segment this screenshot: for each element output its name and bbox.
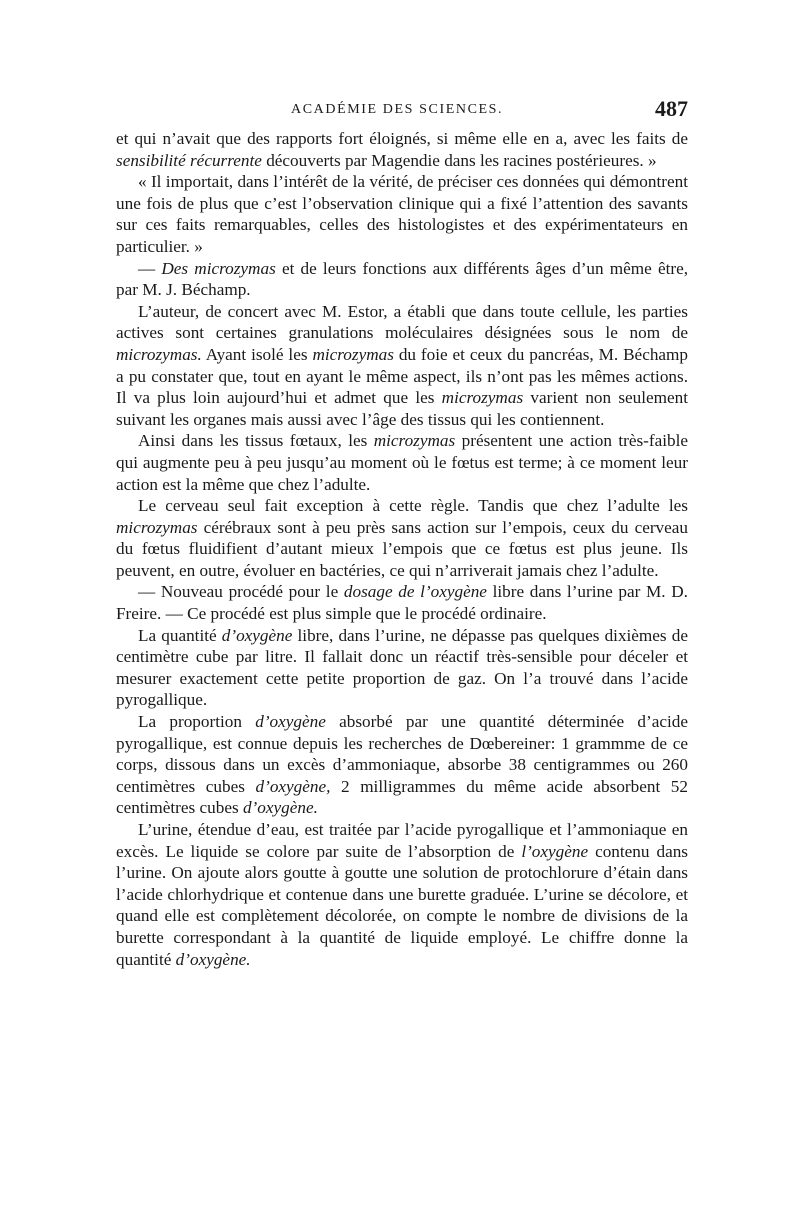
italic-text-run: microzymas bbox=[116, 517, 198, 537]
text-run: 2 milligrammes du même acide absorbent 52 centimètres cubes bbox=[116, 776, 688, 818]
text-run: du foie et ceux du pancréas, M. Béchamp a pu constater que, tout en ayant le même aspect, ils n’ont pas les mêmes actions. Il va plus loin aujourd’hui et admet que les bbox=[116, 344, 689, 408]
text-run: contenu dans l’urine. On ajoute alors goutte à goutte une solution de protochlorure d’étain dans l’acide chlorhydrique et contenue dans une burette graduée. L’urine se décolore, et quand elle est complètement décolorée, on compte le nombre de divisions de la burette correspondant à la quantité de liquide employé. Le chiffre donne la quantité bbox=[116, 841, 688, 969]
italic-text-run: l’oxygène bbox=[521, 841, 589, 861]
italic-text-run: Des microzymas bbox=[161, 258, 276, 278]
page-number: 487 bbox=[655, 96, 688, 121]
italic-text-run: d’oxygène bbox=[255, 712, 326, 732]
text-run: libre dans l’urine par M. D. Freire. — Ce procédé est plus simple que le procédé ordinaire. bbox=[116, 582, 688, 624]
paragraph bbox=[116, 625, 688, 711]
italic-text-run: microzymas bbox=[441, 388, 524, 408]
text-run: L’auteur, de concert avec M. Estor, a établi que dans toute cellule, les parties actives sont certaines granulations moléculaires désignées sous le nom de bbox=[116, 301, 688, 343]
paragraph bbox=[116, 581, 688, 624]
text-run: et de leurs fonctions aux différents âges d’un même être, par M. J. Béchamp. bbox=[116, 258, 689, 300]
body-text bbox=[116, 128, 688, 970]
text-run: cérébraux sont à peu près sans action sur l’empois, ceux du cerveau du fœtus fluidifient d’autant mieux l’empois que ce fœtus est plus jeune. Ils peuvent, en outre, évoluer en bactéries, ce qui n’arriverait jamais chez l’adulte. bbox=[116, 517, 688, 580]
text-run: Ainsi dans les tissus fœtaux, les bbox=[138, 431, 374, 451]
italic-text-run: d’oxygène, bbox=[255, 776, 331, 796]
text-run: et qui n’avait que des rapports fort éloignés, si même elle en a, avec les faits de bbox=[116, 129, 688, 148]
paragraph bbox=[116, 128, 688, 171]
italic-text-run: microzymas bbox=[373, 431, 456, 451]
text-run: — Nouveau procédé pour le bbox=[138, 582, 344, 602]
text-run: L’urine, étendue d’eau, est traitée par l’acide pyrogallique et l’ammoniaque en excès. Le liquide se colore par suite de l’absorption de bbox=[116, 820, 688, 861]
text-run: « Il importait, dans l’intérêt de la vérité, de préciser ces données qui démontrent une fois de plus que c’est l’observation clinique qui a fixé l’attention des savants sur ces faits remarquables, celles des histologistes et des expérimentateurs en particulier. » bbox=[116, 172, 688, 256]
paragraph bbox=[116, 711, 688, 819]
text-run: Ayant isolé les bbox=[201, 344, 313, 364]
text-run: absorbé par une quantité déterminée d’acide pyrogallique, est connue depuis les recherches de Dœbereiner: 1 grammme de ce corps, dissous dans un excès d’ammoniaque, absorbe 38 centigrammes ou 260 centimètres cubes bbox=[116, 712, 688, 796]
paragraph bbox=[116, 430, 688, 495]
paragraph bbox=[116, 171, 688, 257]
paragraph bbox=[116, 301, 688, 431]
header-title: ACADÉMIE DES SCIENCES. bbox=[291, 102, 504, 117]
italic-text-run: d’oxygène. bbox=[242, 798, 318, 818]
text-run: — bbox=[138, 258, 162, 278]
text-run: La proportion bbox=[138, 712, 256, 732]
italic-text-run: d’oxygène bbox=[221, 625, 293, 645]
paragraph bbox=[116, 495, 688, 581]
paragraph bbox=[116, 819, 688, 970]
paragraph bbox=[116, 258, 688, 301]
text-run: découverts par Magendie dans les racines postérieures. » bbox=[261, 150, 657, 170]
running-head bbox=[116, 96, 688, 126]
italic-text-run: dosage de l’oxygène bbox=[343, 582, 487, 602]
italic-text-run: microzymas. bbox=[116, 344, 202, 364]
text-run: Le cerveau seul fait exception à cette règle. Tandis que chez l’adulte les bbox=[138, 496, 688, 516]
text-run: varient non seulement suivant les organes mais aussi avec l’âge des tissus qui les contiennent. bbox=[116, 388, 689, 429]
italic-text-run: microzymas bbox=[312, 344, 394, 364]
italic-text-run: d’oxygène. bbox=[175, 949, 251, 969]
text-run: La quantité bbox=[138, 625, 222, 645]
italic-text-run: sensibilité récurrente bbox=[116, 150, 262, 170]
text-run: présentent une action très-faible qui augmente peu à peu jusqu’au moment où le fœtus est terme; à ce moment leur action est la même que chez l’adulte. bbox=[116, 431, 689, 494]
text-run: libre, dans l’urine, ne dépasse pas quelques dixièmes de centimètre cube par litre. Il fallait donc un réactif très-sensible pour déceler et mesurer exactement cette petite proportion de gaz. On l’a trouvé dans l’acide pyrogallique. bbox=[116, 625, 688, 710]
